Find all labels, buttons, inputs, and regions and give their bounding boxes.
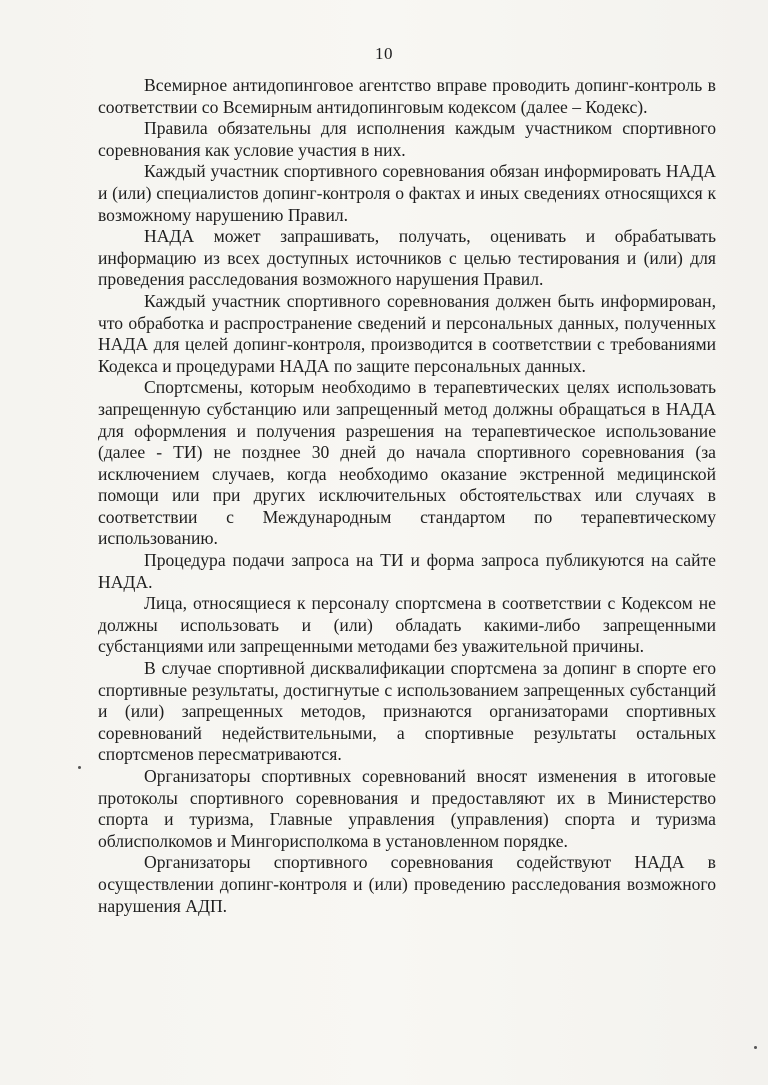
body-text — [98, 75, 716, 917]
paragraph-5: Каждый участник спортивного соревнования должен быть информирован, что обработка и распространение сведений и персональных данных, полученных НАДА для целей допинг-контроля, производится в соответствии с требованиями Кодекса и процедурами НАДА по защите персональных данных. — [98, 290, 716, 376]
page-number: 10 — [375, 44, 393, 63]
paragraph-9: В случае спортивной дисквалификации спортсмена за допинг в спорте его спортивные результаты, достигнутые с использованием запрещенных субстанций и (или) запрещенных методов, признаются организаторами спортивных соревнований недействительными, а спортивные результаты остальных спортсменов пересматриваются. — [98, 658, 716, 765]
paragraph-8: Лица, относящиеся к персоналу спортсмена в соответствии с Кодексом не должны использовать и (или) обладать какими-либо запрещенными субстанциями или запрещенными методами без уважительной причины. — [98, 593, 716, 657]
paragraph-3: Каждый участник спортивного соревнования обязан информировать НАДА и (или) специалистов допинг-контроля о фактах и иных сведениях относящихся к возможному нарушению Правил. — [98, 161, 716, 225]
paragraph-2: Правила обязательны для исполнения каждым участником спортивного соревнования как условие участия в них. — [98, 118, 716, 160]
paragraph-6: Спортсмены, которым необходимо в терапевтических целях использовать запрещенную субстанцию или запрещенный метод должны обращаться в НАДА для оформления и получения разрешения на терапевтическое использование (далее - ТИ) не позднее 30 дней до начала спортивного соревнования (за исключением случаев, когда необходимо оказание экстренной медицинской помощи или при других исключительных обстоятельствах или случаях в соответствии с Международным стандартом по терапевтическому использованию. — [98, 377, 716, 549]
scan-speck — [754, 1046, 757, 1049]
paragraph-4: НАДА может запрашивать, получать, оценивать и обрабатывать информацию из всех доступных источников с целью тестирования и (или) для проведения расследования возможного нарушения Правил. — [98, 226, 716, 290]
paragraph-7: Процедура подачи запроса на ТИ и форма запроса публикуются на сайте НАДА. — [98, 550, 716, 592]
paragraph-10: Организаторы спортивных соревнований вносят изменения в итоговые протоколы спортивного соревнования и предоставляют их в Министерство спорта и туризма, Главные управления (управления) спорта и туризма облисполкомов и Мингорисполкома в установленном порядке. — [98, 766, 716, 851]
paragraph-1: Всемирное антидопинговое агентство вправе проводить допинг-контроль в соответствии со Всемирным антидопинговым кодексом (далее – Кодекс). — [98, 75, 716, 117]
paragraph-11: Организаторы спортивного соревнования содействуют НАДА в осуществлении допинг-контроля и (или) проведению расследования возможного нарушения АДП. — [98, 852, 716, 916]
scan-speck — [78, 766, 81, 769]
